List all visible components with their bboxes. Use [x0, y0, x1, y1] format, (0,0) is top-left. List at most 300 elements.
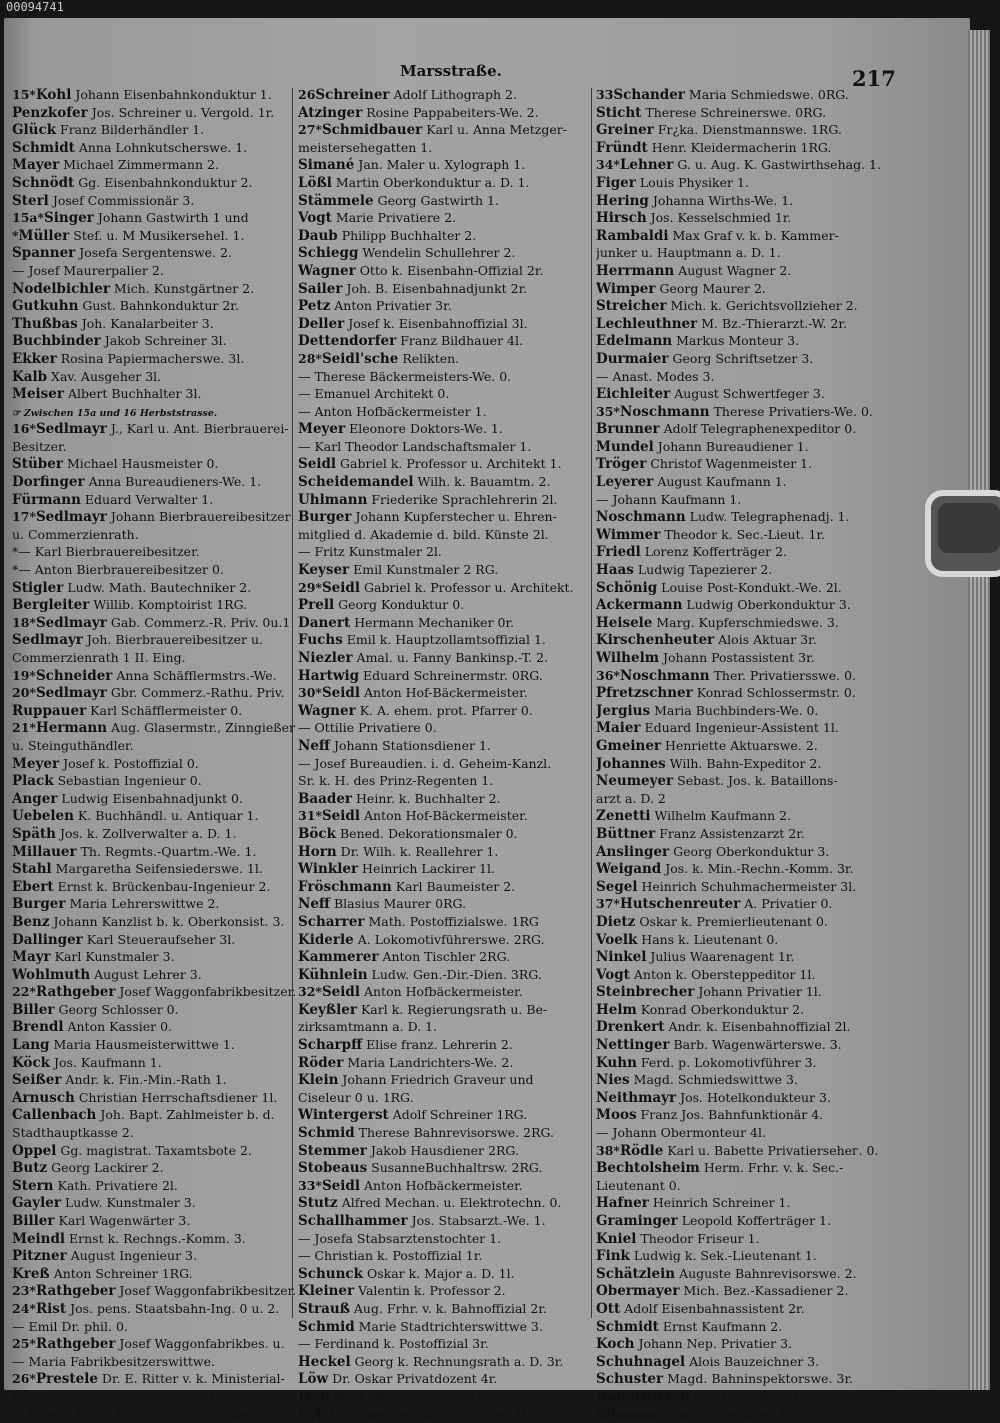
house-number: 19* [12, 667, 36, 683]
directory-entry [12, 455, 304, 473]
directory-entry [298, 913, 590, 931]
resident-details: Karl Kunstmaler 3. [54, 949, 175, 965]
resident-surname: Fröschmann [298, 878, 392, 895]
resident-surname: Meiser [12, 386, 64, 403]
directory-entry [596, 209, 888, 227]
resident-details: Th. Regmts.-Quartm.-We. 1. [80, 843, 257, 859]
directory-entry [12, 121, 304, 139]
resident-details: Johanna Wirths-We. 1. [652, 192, 794, 208]
resident-details: Theodor k. Sec.-Lieut. 1r. [664, 526, 826, 542]
directory-entry [12, 1054, 304, 1072]
resident-surname: Friedl [596, 544, 641, 561]
directory-entry [12, 508, 304, 526]
directory-entry [298, 1230, 590, 1248]
house-number: 26* [12, 1371, 36, 1387]
resident-details: *— Anton Bierbrauereibesitzer 0. [12, 562, 224, 578]
directory-entry [12, 209, 304, 227]
resident-surname: Lang [12, 1037, 50, 1054]
resident-surname: Simané [298, 157, 355, 174]
resident-surname: Ruppauer [12, 702, 87, 719]
resident-details: Math. Postoffizialswe. 1RG [368, 913, 539, 929]
resident-surname: Sedlmayr [35, 614, 107, 631]
resident-surname: Fürmann [12, 491, 81, 508]
directory-entry [596, 1106, 888, 1124]
resident-details: Jos. Kaufmann 1. [54, 1054, 162, 1070]
directory-entry [12, 368, 304, 386]
directory-entry [298, 931, 590, 949]
directory-entry [596, 1265, 888, 1283]
resident-details: mitglied d. Akademie d. bild. Künste 2l. [298, 526, 549, 542]
directory-entry [12, 807, 304, 825]
resident-details: Rosina Papiermacherswe. 3l. [60, 350, 245, 366]
resident-surname: Burger [12, 896, 66, 913]
resident-surname: Schmidbauer [321, 122, 423, 139]
directory-entry [596, 614, 888, 632]
directory-entry [12, 420, 304, 438]
resident-surname: Hirsch [596, 210, 647, 227]
resident-details: Ludw. Telegraphenadj. 1. [689, 509, 850, 525]
resident-details: Joh. Bierbrauereibesitzer u. [86, 632, 264, 648]
directory-entry [298, 332, 590, 350]
directory-entry [596, 1054, 888, 1072]
house-number: 26 [298, 87, 316, 102]
resident-surname: Petz [298, 298, 331, 315]
directory-entry [298, 772, 590, 790]
resident-details: Maria Hausmeisterwittwe 1. [53, 1037, 235, 1053]
directory-entry [596, 139, 888, 157]
directory-entry [596, 1388, 888, 1406]
directory-entry [596, 508, 888, 526]
resident-surname: Wintergerst [298, 1107, 389, 1124]
directory-entry [596, 1071, 888, 1089]
resident-details: Gab. Commerz.-R. Priv. 0u.1 [110, 614, 291, 630]
directory-entry [12, 350, 304, 368]
resident-details: Heinrich Schreiner 1. [652, 1195, 791, 1211]
resident-surname: Biller [12, 1213, 55, 1229]
resident-surname: Winkler [298, 861, 359, 878]
resident-details: Josef Commissionär 3. [52, 192, 195, 208]
resident-surname: Sedlmayr [35, 421, 107, 438]
resident-details: Anton Kassier 0. [67, 1019, 173, 1035]
directory-entry [298, 649, 590, 667]
house-number: 33 [596, 87, 614, 102]
house-number: 15a* [12, 210, 45, 226]
directory-entry [298, 631, 590, 649]
directory-entry [596, 438, 888, 456]
resident-details: Herm. Frhr. v. k. Sec.- [703, 1160, 844, 1176]
resident-details: Franz Assistenzarzt 2r. [659, 825, 805, 841]
resident-surname: Plack [12, 773, 54, 790]
resident-surname: Späth [12, 825, 56, 842]
resident-surname: Wagner [298, 702, 356, 719]
resident-surname: Noschmann [596, 509, 686, 526]
column-divider [591, 88, 592, 1318]
resident-surname: Eyb [298, 1406, 326, 1423]
resident-details: Jos. k. Min.-Rechn.-Komm. 3r. [665, 861, 854, 877]
resident-details: Johann Kanzlist b. k. Oberkonsist. 3. [53, 913, 285, 929]
directory-entry [12, 1036, 304, 1054]
resident-details: Konrad Schlossermstr. 0. [696, 685, 856, 701]
directory-entry [12, 1142, 304, 1160]
resident-surname: Schiegg [298, 245, 359, 262]
resident-surname: Fründt [596, 139, 648, 156]
resident-surname: Atzinger [298, 104, 363, 121]
directory-entry [596, 174, 888, 192]
resident-surname: Seidl'sche [321, 350, 399, 367]
directory-entry [298, 244, 590, 262]
directory-entry [12, 1265, 304, 1283]
resident-surname: Seidl [321, 984, 360, 1001]
directory-entry [12, 579, 304, 597]
resident-surname: Ackermann [596, 597, 683, 614]
resident-surname: Fuchs [298, 632, 343, 649]
resident-details: Anna Bureaudieners-We. 1. [88, 474, 262, 490]
resident-details: Franz Jos. Bahnfunktionär 4. [640, 1107, 824, 1123]
resident-surname: Ebert [12, 878, 54, 895]
resident-surname: Schneider [35, 667, 113, 684]
directory-entry [298, 438, 590, 456]
resident-surname: Neff [298, 737, 331, 754]
resident-details: Eduard Ingenieur-Assistent 1l. [644, 720, 839, 736]
directory-entry [298, 807, 590, 825]
resident-surname: Dallinger [12, 931, 83, 948]
resident-details: Jos. Hotelkondukteur 3. [680, 1089, 831, 1105]
directory-entry [12, 1230, 304, 1248]
resident-details: Henriette Aktuarswe. 2. [665, 737, 818, 753]
resident-details: Anton Hofbäckermeister. [363, 1177, 523, 1193]
directory-entry [298, 702, 590, 720]
resident-surname: Wilhelm [596, 650, 659, 666]
directory-entry [596, 297, 888, 315]
resident-details: Jos. Stabsarzt.-We. 1. [411, 1213, 546, 1228]
resident-surname: Steinbrecher [596, 984, 695, 1001]
house-number: 33* [298, 1177, 322, 1193]
directory-entry [596, 385, 888, 403]
directory-entry [596, 913, 888, 931]
directory-entry [596, 579, 888, 597]
resident-details: Markus Monteur 3. [676, 333, 800, 349]
directory-entry [298, 156, 590, 174]
resident-details: Josef Waggonfabrikbesitzer. [119, 984, 297, 1000]
directory-entry [596, 332, 888, 350]
directory-entry [12, 104, 304, 122]
resident-surname: Rathgeber [35, 1336, 116, 1353]
resident-surname: Gutkuhn [12, 298, 79, 315]
resident-details: Jan. Maler u. Xylograph 1. [358, 157, 526, 173]
resident-surname: Stahl [12, 861, 52, 878]
resident-surname: Biller [12, 1001, 55, 1018]
resident-surname: Strauß [298, 1300, 350, 1317]
directory-entry [12, 526, 304, 544]
resident-surname: Callenbach [12, 1107, 97, 1124]
directory-entry [596, 1230, 888, 1248]
resident-details: Franz Bilderhändler 1. [60, 122, 205, 138]
directory-entry [596, 1282, 888, 1300]
resident-surname: Lechleuthner [596, 315, 698, 332]
directory-entry [12, 931, 304, 949]
directory-entry [596, 983, 888, 1001]
resident-surname: Schuster [596, 1371, 664, 1388]
resident-surname: Segel [596, 878, 638, 895]
resident-surname: Keyßler [298, 1001, 357, 1018]
resident-surname: Streicher [596, 298, 667, 315]
house-number: 38* [596, 1142, 620, 1158]
resident-surname: Schmidt [12, 139, 75, 156]
directory-entry [12, 1071, 304, 1089]
directory-entry [12, 1001, 304, 1019]
resident-details: Aug. Frhr. v. k. Bahnoffizial 2r. [353, 1300, 547, 1316]
resident-surname: Stutz [298, 1195, 338, 1212]
resident-surname: Durmaier [596, 350, 669, 367]
resident-surname: Niezler [298, 650, 353, 666]
resident-details: Alois Bauzeichner 3. [689, 1353, 820, 1369]
resident-surname: Nodelbichler [12, 280, 110, 297]
directory-entry [596, 561, 888, 579]
resident-surname: Spanner [12, 245, 76, 262]
resident-surname: Schander [613, 87, 685, 103]
resident-details: Dr. E. Ritter v. k. Ministerial- [101, 1371, 285, 1387]
directory-entry [12, 1370, 304, 1388]
directory-entry [298, 1159, 590, 1177]
resident-details: A. Lokomotivführerswe. 2RG. [357, 931, 545, 947]
directory-entry [12, 614, 304, 632]
resident-surname: Kühnlein [298, 966, 368, 983]
resident-surname: Burger [298, 509, 352, 526]
resident-surname: Voelk [596, 931, 638, 948]
resident-surname: Lößl [298, 174, 332, 191]
resident-details: K. A. ehem. prot. Pfarrer 0. [359, 702, 533, 718]
house-number: 37* [596, 896, 620, 912]
resident-details: Ludw. Kunstmaler 3. [64, 1195, 196, 1211]
resident-surname: Rödle [619, 1142, 664, 1159]
resident-surname: Kreß [12, 1265, 50, 1282]
resident-surname: Glück [12, 122, 57, 139]
resident-surname: Scharrer [298, 913, 365, 930]
directory-entry [298, 1177, 590, 1195]
house-number: 25* [12, 1336, 36, 1352]
resident-details: Franz Bildhauer 4l. [400, 333, 523, 349]
resident-surname: Röder [298, 1054, 344, 1071]
page-title: Marsstraße. [400, 62, 502, 80]
resident-details: Maria Lehrerswittwe 2. [69, 896, 220, 912]
resident-details: junker u. Hauptmann a. D. 1. [596, 245, 781, 261]
resident-surname: Schmid [298, 1318, 355, 1335]
resident-surname: Scharpff [298, 1037, 363, 1054]
resident-surname: Brendl [12, 1019, 64, 1036]
resident-details: Therese Bahnrevisorswe. 2RG. [358, 1125, 554, 1141]
resident-surname: Singer [44, 210, 94, 227]
resident-details: Jos. pens. Staatsbahn-Ing. 0 u. 2. [70, 1300, 280, 1316]
resident-details: Ernst k. Rechngs.-Komm. 3. [69, 1230, 246, 1246]
resident-surname: Büttner [596, 825, 656, 842]
directory-entry [298, 667, 590, 685]
resident-details: K. Buchhändl. u. Antiquar 1. [77, 808, 259, 824]
resident-details: Ferd. p. Lokomotivführer 3. [640, 1054, 817, 1070]
resident-details: Aug. Glasermstr., Zinngießer [111, 720, 296, 736]
resident-details: Anton Hofbäckermeister. [363, 984, 523, 1000]
resident-details: Wendelin Schullehrer 2. [362, 245, 516, 261]
directory-entry [298, 280, 590, 298]
directory-entry [596, 350, 888, 368]
resident-details: Anton Hof-Bäckermeister. [363, 685, 528, 701]
directory-entry [298, 1406, 590, 1423]
resident-surname: Hartwig [298, 667, 360, 684]
directory-entry [596, 280, 888, 298]
resident-details: Mich. k. Gerichtsvollzieher 2. [670, 298, 858, 314]
resident-details: — Christian k. Postoffizial 1r. [298, 1248, 483, 1264]
directory-entry [12, 1282, 304, 1300]
resident-surname: Neff [298, 896, 331, 913]
directory-entry [298, 262, 590, 280]
directory-entry [298, 368, 590, 386]
resident-details: Adolf Lithograph 2. [393, 87, 517, 102]
directory-entry [298, 1300, 590, 1318]
house-number: 21* [12, 720, 36, 736]
resident-details: Johann Nep. Privatier 3. [638, 1336, 793, 1352]
resident-details: Louis Physiker 1. [639, 174, 749, 190]
resident-surname: Gayler [12, 1195, 61, 1212]
directory-entry [12, 139, 304, 157]
resident-surname: Nettinger [596, 1037, 670, 1054]
resident-surname: Stüber [12, 456, 63, 473]
directory-entry [596, 156, 888, 174]
resident-surname: Rist [35, 1300, 67, 1317]
resident-surname: Rathgeber [35, 1283, 116, 1300]
resident-details: Fr¿ka. Dienstmannswe. 1RG. [657, 122, 842, 138]
resident-details: — Therese Bäckermeisters-We. 0. [298, 368, 512, 384]
resident-details: Sr. k. H. des Prinz-Regenten 1. [298, 773, 494, 789]
resident-details: Stef. u. M Musikersehel. 1. [73, 227, 245, 243]
directory-entry [596, 455, 888, 473]
resident-details: Balth. Bahnassistent 4l. [333, 1388, 485, 1404]
resident-details: Jakob Schreiner 3l. [104, 333, 227, 349]
resident-surname: Wimper [596, 280, 656, 297]
resident-details: arzt a. D. 2 [596, 790, 666, 806]
resident-surname: Pfretzschner [596, 685, 693, 702]
directory-entry [12, 227, 304, 245]
resident-details: Ludw. Math. Bautechniker 2. [67, 579, 252, 595]
directory-entry [12, 1247, 304, 1265]
resident-details: Jos. Schreiner u. Vergold. 1r. [91, 104, 275, 120]
resident-surname: Böck [298, 825, 336, 842]
directory-entry [12, 280, 304, 298]
resident-surname: Neumeyer [596, 773, 674, 790]
house-number: 23* [12, 1283, 36, 1299]
resident-surname: Scheidemandel [298, 474, 414, 491]
resident-details: — Emil Dr. phil. 0. [12, 1318, 128, 1334]
directory-entry [298, 385, 590, 403]
directory-entry [298, 579, 590, 597]
resident-surname: Kohl [35, 87, 72, 103]
resident-details: Oskar k. Major a. D. 1l. [366, 1265, 515, 1281]
resident-surname: Schmidt [596, 1318, 659, 1335]
directory-entry [12, 966, 304, 984]
resident-surname: Drenkert [596, 1019, 665, 1036]
directory-entry [298, 878, 590, 896]
directory-entry [12, 755, 304, 773]
resident-surname: Tröger [596, 456, 647, 473]
directory-entry [596, 1194, 888, 1212]
directory-entry [298, 543, 590, 561]
resident-surname: Noschmann [619, 667, 710, 684]
resident-details: August Ingenieur 3. [70, 1248, 197, 1264]
resident-surname: Ekker [12, 350, 57, 367]
directory-entry [298, 1247, 590, 1265]
directory-entry [298, 526, 590, 544]
directory-entry [596, 772, 888, 790]
resident-details: Gg. magistrat. Taxamtsbote 2. [60, 1142, 252, 1158]
directory-entry [298, 121, 590, 139]
directory-entry [596, 315, 888, 333]
resident-surname: Maier [596, 720, 641, 737]
resident-surname: Hermann [35, 720, 108, 737]
resident-details: August Wagner 2. [678, 262, 792, 278]
directory-entry [298, 790, 590, 808]
resident-surname: Baader [298, 790, 353, 807]
resident-details: Jakob Hausdiener 2RG. [370, 1142, 519, 1158]
resident-surname: Zenetti [596, 808, 651, 825]
resident-surname: Kniel [596, 1230, 637, 1247]
directory-entry [596, 1001, 888, 1019]
resident-details: Johann Kupferstecher u. Ehren- [355, 509, 557, 525]
resident-surname: Leyerer [596, 474, 654, 491]
resident-details: — Josef Maurerpalier 2. [12, 262, 164, 278]
resident-details: Kath. Privatiere 2l. [57, 1177, 178, 1193]
directory-entry [298, 104, 590, 122]
resident-details: Adolf Schreiner 1RG. [392, 1107, 528, 1123]
resident-details: Michael Hausmeister 0. [66, 456, 219, 472]
resident-surname: Moos [596, 1107, 637, 1124]
resident-details: Therese Schreinerswe. 0RG. [645, 104, 827, 120]
directory-entry [596, 526, 888, 544]
directory-entry [12, 491, 304, 509]
resident-surname: Ninkel [596, 949, 647, 966]
directory-entry [298, 719, 590, 737]
resident-details: — Karl Theodor Landschaftsmaler 1. [298, 438, 532, 454]
resident-details: Alois Aktuar 3r. [718, 632, 817, 648]
directory-entry [298, 1194, 590, 1212]
house-number: 16* [12, 421, 36, 437]
directory-entry [12, 1300, 304, 1318]
resident-details: Auguste Bahnrevisorswe. 2. [679, 1265, 857, 1281]
directory-entry [596, 1335, 888, 1353]
resident-surname: Heckel [298, 1353, 351, 1370]
resident-details: August Lehrer 3. [94, 966, 202, 982]
resident-details: Ludwig Tapezierer 2. [637, 562, 773, 578]
directory-entry [298, 614, 590, 632]
directory-entry [596, 543, 888, 561]
directory-entry [298, 139, 590, 157]
directory-entry [12, 262, 304, 280]
entry-note: ☞ Zwischen 15a und 16 Herbststrasse. [12, 407, 218, 419]
directory-entry [596, 121, 888, 139]
directory-entry [596, 966, 888, 984]
resident-details: Wilh. k. Bauamtm. 2. [417, 474, 551, 490]
resident-surname: Deller [298, 315, 345, 332]
directory-entry [298, 1001, 590, 1019]
directory-entry [12, 1159, 304, 1177]
resident-surname: Koch [596, 1336, 635, 1353]
resident-details: Gbr. Commerz.-Rathu. Priv. [110, 685, 285, 701]
resident-details: — Anast. Modes 3. [596, 368, 715, 384]
resident-details: — Friedr. Maria Lehr. a. d. k. Musikschl. 0. [12, 1406, 285, 1422]
house-number: 29* [298, 579, 322, 595]
resident-details: Magd. Bahninspektorswe. 3r. [667, 1371, 854, 1387]
resident-details: Friederike Sprachlehrerin 2l. [371, 491, 558, 507]
resident-details: Therese Privatiers-We. 0. [713, 403, 873, 419]
directory-entry [596, 262, 888, 280]
resident-details: Georg k. Rechnungsrath a. D. 3r. [354, 1353, 564, 1369]
